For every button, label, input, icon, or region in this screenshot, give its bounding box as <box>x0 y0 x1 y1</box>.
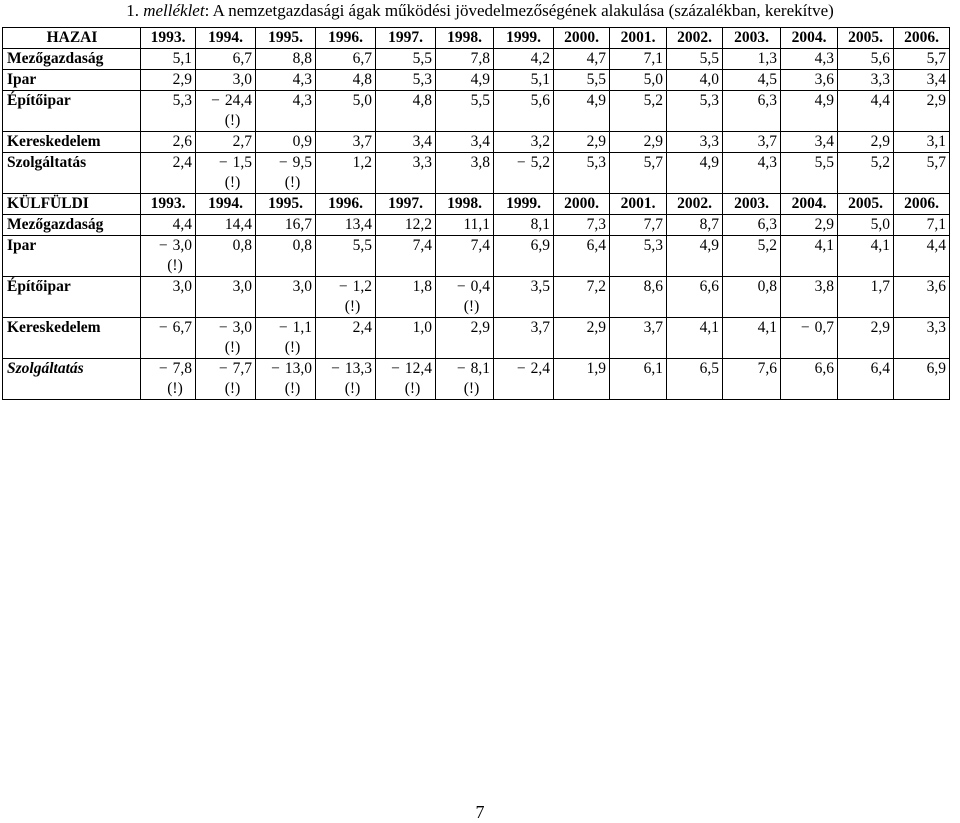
row-label: Mezőgazdaság <box>3 215 141 236</box>
value-cell <box>256 318 316 359</box>
value-cell <box>141 318 196 359</box>
value-cell: 3,6 <box>894 277 950 318</box>
value-cell: 5,6 <box>494 91 554 132</box>
year-cell: 2004. <box>781 28 838 49</box>
caption-number: 1. <box>126 1 139 20</box>
value-cell: 3,0 <box>196 70 256 91</box>
year-cell: 2000. <box>554 28 610 49</box>
value-cell: 6,7 <box>316 49 376 70</box>
value-text: 8,1 <box>470 360 490 377</box>
value-cell: 3,7 <box>723 132 781 153</box>
value-text: 3,0 <box>172 237 192 254</box>
row-label: Szolgáltatás <box>3 359 141 400</box>
negative-value <box>259 318 312 358</box>
value-text: 13,3 <box>344 360 372 377</box>
value-cell: 2,7 <box>196 132 256 153</box>
negative-value <box>144 236 192 276</box>
value-cell: 1,2 <box>316 153 376 194</box>
value-cell: 3,7 <box>494 318 554 359</box>
value-cell: 3,1 <box>894 132 950 153</box>
value-cell: 4,2 <box>494 49 554 70</box>
value-cell: 3,7 <box>316 132 376 153</box>
value-cell: 3,3 <box>667 132 723 153</box>
value-cell: 2,9 <box>610 132 667 153</box>
value-cell: 3,4 <box>376 132 436 153</box>
value-cell: 4,0 <box>667 70 723 91</box>
value-cell: 2,9 <box>141 70 196 91</box>
value-cell: 6,5 <box>667 359 723 400</box>
year-cell: 2005. <box>838 28 894 49</box>
value-cell: 13,4 <box>316 215 376 236</box>
value-cell: 8,6 <box>610 277 667 318</box>
warning-mark: (!) <box>224 112 241 129</box>
row-label: Ipar <box>3 70 141 91</box>
value-cell: 5,5 <box>781 153 838 194</box>
value-cell: 14,4 <box>196 215 256 236</box>
minus-sign: − <box>516 154 526 171</box>
minus-sign: − <box>456 278 466 295</box>
year-cell: 2003. <box>723 194 781 215</box>
year-cell: 1994. <box>196 194 256 215</box>
minus-sign: − <box>278 154 288 171</box>
minus-sign: − <box>271 360 280 377</box>
value-cell <box>436 359 494 400</box>
row-label: Szolgáltatás <box>3 153 141 194</box>
value-cell: 4,3 <box>256 91 316 132</box>
minus-sign: − <box>331 360 340 377</box>
value-cell: 5,3 <box>376 70 436 91</box>
value-cell: 3,2 <box>494 132 554 153</box>
value-cell: 2,9 <box>894 91 950 132</box>
value-cell: 4,5 <box>723 70 781 91</box>
year-cell: 1995. <box>256 28 316 49</box>
minus-sign: − <box>391 360 400 377</box>
value-text: 13,0 <box>284 360 312 377</box>
table-row <box>3 236 950 277</box>
year-cell: 2005. <box>838 194 894 215</box>
value-cell: 4,1 <box>667 318 723 359</box>
value-cell: 4,7 <box>554 49 610 70</box>
table-row <box>3 70 950 91</box>
value-cell: 6,7 <box>196 49 256 70</box>
value-cell: 5,5 <box>376 49 436 70</box>
minus-sign: − <box>211 92 220 109</box>
value-cell: 6,3 <box>723 91 781 132</box>
year-cell: 1994. <box>196 28 256 49</box>
value-cell: 4,9 <box>781 91 838 132</box>
minus-sign: − <box>800 319 810 336</box>
year-cell: 1993. <box>141 194 196 215</box>
value-text: 0,7 <box>814 319 834 336</box>
caption-title: : A nemzetgazdasági ágak működési jövedelmezőségének alakulása (százalékban, kerekítve) <box>204 1 834 20</box>
warning-mark: (!) <box>224 339 241 356</box>
warning-mark: (!) <box>463 298 480 315</box>
value-cell: 4,8 <box>316 70 376 91</box>
negative-value <box>199 359 252 399</box>
minus-sign: − <box>158 319 168 336</box>
value-cell <box>256 153 316 194</box>
value-cell: 4,9 <box>667 153 723 194</box>
value-cell: 2,9 <box>781 215 838 236</box>
value-text: 7,7 <box>232 360 252 377</box>
value-cell: 2,9 <box>838 318 894 359</box>
value-cell: 16,7 <box>256 215 316 236</box>
value-cell <box>494 359 554 400</box>
value-cell: 4,4 <box>894 236 950 277</box>
domestic-header: HAZAI <box>3 28 141 49</box>
value-cell: 6,3 <box>723 215 781 236</box>
value-cell: 6,4 <box>554 236 610 277</box>
year-cell: 1995. <box>256 194 316 215</box>
value-cell: 6,1 <box>610 359 667 400</box>
negative-value <box>259 153 312 193</box>
table-row <box>3 318 950 359</box>
value-cell: 5,5 <box>667 49 723 70</box>
value-cell: 5,2 <box>723 236 781 277</box>
value-cell <box>256 359 316 400</box>
value-text: 1,5 <box>232 154 252 171</box>
value-cell: 1,0 <box>376 318 436 359</box>
value-cell: 7,8 <box>436 49 494 70</box>
value-cell <box>376 359 436 400</box>
value-cell: 4,9 <box>554 91 610 132</box>
value-cell: 5,3 <box>610 236 667 277</box>
year-cell: 2006. <box>894 28 950 49</box>
value-text: 6,7 <box>172 319 192 336</box>
value-cell: 4,1 <box>723 318 781 359</box>
table-row <box>3 277 950 318</box>
value-cell: 5,3 <box>141 91 196 132</box>
value-text: 24,4 <box>224 92 252 109</box>
value-text: 2,4 <box>530 360 550 377</box>
profitability-table <box>2 27 950 400</box>
table-row <box>3 132 950 153</box>
value-cell: 8,7 <box>667 215 723 236</box>
minus-sign: − <box>516 360 526 377</box>
value-cell: 3,4 <box>781 132 838 153</box>
value-cell: 3,0 <box>256 277 316 318</box>
year-cell: 1996. <box>316 28 376 49</box>
year-cell: 1996. <box>316 194 376 215</box>
year-cell: 1999. <box>494 194 554 215</box>
negative-value <box>439 277 490 317</box>
value-cell: 0,8 <box>256 236 316 277</box>
warning-mark: (!) <box>284 174 301 191</box>
warning-mark: (!) <box>224 380 241 397</box>
warning-mark: (!) <box>463 380 480 397</box>
row-label: Építőipar <box>3 277 141 318</box>
value-cell: 4,3 <box>723 153 781 194</box>
value-cell: 4,4 <box>838 91 894 132</box>
value-cell: 2,9 <box>436 318 494 359</box>
table-row <box>3 91 950 132</box>
year-cell: 2003. <box>723 28 781 49</box>
year-cell: 1999. <box>494 28 554 49</box>
value-cell: 0,8 <box>196 236 256 277</box>
value-cell: 5,0 <box>316 91 376 132</box>
value-cell: 5,6 <box>838 49 894 70</box>
year-cell: 2001. <box>610 194 667 215</box>
warning-mark: (!) <box>224 174 241 191</box>
value-cell <box>316 277 376 318</box>
value-text: 1,2 <box>352 278 372 295</box>
value-cell: 3,8 <box>436 153 494 194</box>
value-cell: 3,8 <box>781 277 838 318</box>
negative-value <box>319 277 372 317</box>
value-cell: 3,4 <box>894 70 950 91</box>
minus-sign: − <box>218 360 228 377</box>
value-cell: 2,4 <box>316 318 376 359</box>
minus-sign: − <box>338 278 348 295</box>
year-cell: 2000. <box>554 194 610 215</box>
negative-value <box>144 318 192 338</box>
value-cell: 8,1 <box>494 215 554 236</box>
value-cell: 6,9 <box>494 236 554 277</box>
value-cell: 4,1 <box>781 236 838 277</box>
warning-mark: (!) <box>167 380 183 397</box>
table-row <box>3 153 950 194</box>
value-cell: 1,9 <box>554 359 610 400</box>
value-cell: 3,3 <box>376 153 436 194</box>
value-text: 9,5 <box>292 154 312 171</box>
value-cell: 0,8 <box>723 277 781 318</box>
negative-value <box>199 153 252 193</box>
value-cell: 7,7 <box>610 215 667 236</box>
value-cell: 2,9 <box>554 318 610 359</box>
minus-sign: − <box>278 319 288 336</box>
year-cell: 1998. <box>436 194 494 215</box>
value-cell: 4,3 <box>256 70 316 91</box>
value-cell: 12,2 <box>376 215 436 236</box>
value-cell: 7,4 <box>376 236 436 277</box>
value-cell: 3,0 <box>196 277 256 318</box>
value-cell: 3,7 <box>610 318 667 359</box>
row-label: Kereskedelem <box>3 132 141 153</box>
value-cell: 2,9 <box>838 132 894 153</box>
value-cell: 7,4 <box>436 236 494 277</box>
value-text: 1,1 <box>292 319 312 336</box>
foreign-header-row <box>3 194 950 215</box>
value-cell: 8,8 <box>256 49 316 70</box>
row-label: Ipar <box>3 236 141 277</box>
year-cell: 1993. <box>141 28 196 49</box>
year-cell: 1998. <box>436 28 494 49</box>
value-cell: 5,7 <box>894 49 950 70</box>
value-cell: 5,7 <box>610 153 667 194</box>
table-row <box>3 215 950 236</box>
year-cell: 2006. <box>894 194 950 215</box>
value-cell: 5,0 <box>610 70 667 91</box>
minus-sign: − <box>158 360 168 377</box>
value-text: 5,2 <box>530 154 550 171</box>
year-cell: 2001. <box>610 28 667 49</box>
value-cell: 7,2 <box>554 277 610 318</box>
negative-value <box>199 91 252 131</box>
value-cell <box>494 153 554 194</box>
minus-sign: − <box>218 319 228 336</box>
value-cell: 2,4 <box>141 153 196 194</box>
warning-mark: (!) <box>344 298 361 315</box>
value-cell: 6,6 <box>781 359 838 400</box>
value-cell: 11,1 <box>436 215 494 236</box>
warning-mark: (!) <box>284 380 301 397</box>
table-row <box>3 359 950 400</box>
value-cell: 5,3 <box>554 153 610 194</box>
negative-value <box>497 359 550 379</box>
minus-sign: − <box>218 154 228 171</box>
value-cell: 6,9 <box>894 359 950 400</box>
value-cell <box>316 359 376 400</box>
value-cell: 7,3 <box>554 215 610 236</box>
value-cell: 7,1 <box>894 215 950 236</box>
value-cell: 5,5 <box>554 70 610 91</box>
year-cell: 2004. <box>781 194 838 215</box>
value-text: 3,0 <box>232 319 252 336</box>
value-cell: 4,9 <box>667 236 723 277</box>
value-cell: 1,7 <box>838 277 894 318</box>
row-label: Mezőgazdaság <box>3 49 141 70</box>
minus-sign: − <box>158 237 168 254</box>
value-cell <box>196 91 256 132</box>
value-cell: 4,4 <box>141 215 196 236</box>
negative-value <box>497 153 550 173</box>
year-cell: 2002. <box>667 194 723 215</box>
value-cell: 7,1 <box>610 49 667 70</box>
value-cell: 5,0 <box>838 215 894 236</box>
page-number: 7 <box>475 802 485 822</box>
value-cell: 5,1 <box>494 70 554 91</box>
domestic-header-row <box>3 28 950 49</box>
warning-mark: (!) <box>344 380 361 397</box>
value-cell <box>196 359 256 400</box>
negative-value <box>784 318 834 338</box>
year-cell: 1997. <box>376 194 436 215</box>
value-cell <box>141 359 196 400</box>
value-text: 7,8 <box>172 360 192 377</box>
value-cell: 5,7 <box>894 153 950 194</box>
value-cell: 3,6 <box>781 70 838 91</box>
value-cell: 5,5 <box>316 236 376 277</box>
warning-mark: (!) <box>167 257 183 274</box>
value-cell: 6,4 <box>838 359 894 400</box>
value-cell: 3,3 <box>894 318 950 359</box>
negative-value <box>259 359 312 399</box>
value-cell <box>141 236 196 277</box>
negative-value <box>199 318 252 358</box>
value-cell: 4,8 <box>376 91 436 132</box>
value-cell <box>436 277 494 318</box>
row-label: Építőipar <box>3 91 141 132</box>
minus-sign: − <box>456 360 466 377</box>
warning-mark: (!) <box>404 380 421 397</box>
value-cell: 6,6 <box>667 277 723 318</box>
row-label: Kereskedelem <box>3 318 141 359</box>
negative-value <box>379 359 432 399</box>
table-caption <box>0 0 960 26</box>
warning-mark: (!) <box>284 339 301 356</box>
value-cell <box>196 153 256 194</box>
value-cell: 7,6 <box>723 359 781 400</box>
negative-value <box>144 359 192 399</box>
value-cell: 5,2 <box>610 91 667 132</box>
value-cell <box>196 318 256 359</box>
value-cell: 3,0 <box>141 277 196 318</box>
value-cell: 2,9 <box>554 132 610 153</box>
negative-value <box>319 359 372 399</box>
negative-value <box>439 359 490 399</box>
value-cell: 2,6 <box>141 132 196 153</box>
caption-label: melléklet <box>143 1 205 20</box>
value-cell: 4,1 <box>838 236 894 277</box>
value-cell: 4,3 <box>781 49 838 70</box>
value-cell: 0,9 <box>256 132 316 153</box>
value-text: 12,4 <box>404 360 432 377</box>
value-cell: 1,3 <box>723 49 781 70</box>
year-cell: 2002. <box>667 28 723 49</box>
value-cell <box>781 318 838 359</box>
value-cell: 3,5 <box>494 277 554 318</box>
year-cell: 1997. <box>376 28 436 49</box>
value-cell: 5,5 <box>436 91 494 132</box>
value-cell: 5,3 <box>667 91 723 132</box>
foreign-header: KÜLFÜLDI <box>3 194 141 215</box>
table-row <box>3 49 950 70</box>
value-cell: 3,3 <box>838 70 894 91</box>
value-cell: 3,4 <box>436 132 494 153</box>
value-text: 0,4 <box>470 278 490 295</box>
value-cell: 1,8 <box>376 277 436 318</box>
value-cell: 4,9 <box>436 70 494 91</box>
value-cell: 5,2 <box>838 153 894 194</box>
value-cell: 5,1 <box>141 49 196 70</box>
